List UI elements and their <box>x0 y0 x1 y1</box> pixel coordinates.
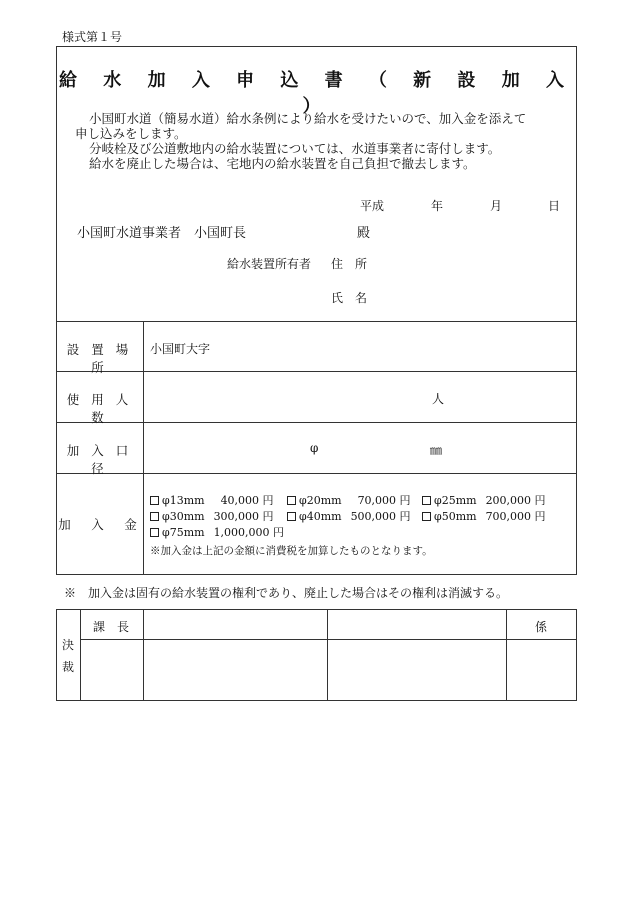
fee-size: φ20mm <box>299 494 342 507</box>
fee-option-20mm[interactable] <box>287 492 411 508</box>
table-top-line <box>56 321 577 322</box>
date-year: 年 <box>431 199 444 213</box>
fee-amount: 70,000 円 <box>357 494 411 507</box>
address-label: 住 所 <box>331 257 368 271</box>
checkbox-13mm[interactable] <box>150 496 159 505</box>
date-day: 日 <box>548 199 561 213</box>
fee-amount: 700,000 円 <box>485 510 546 523</box>
approval-label-bottom: 裁 <box>62 660 75 674</box>
owner-label: 給水装置所有者 <box>227 257 312 271</box>
fee-option-25mm[interactable] <box>422 492 546 508</box>
approval-box <box>56 609 577 701</box>
approval-divider-2 <box>143 609 144 701</box>
approval-divider-4 <box>506 609 507 701</box>
fee-size: φ30mm <box>162 510 205 523</box>
checkbox-75mm[interactable] <box>150 528 159 537</box>
fee-size: φ40mm <box>299 510 342 523</box>
checkbox-40mm[interactable] <box>287 512 296 521</box>
addressee-honorific: 殿 <box>357 226 371 241</box>
approval-divider-1 <box>80 609 81 701</box>
fee-amount: 40,000 円 <box>220 494 274 507</box>
diameter-unit: ㎜ <box>430 443 443 457</box>
label-column-divider <box>143 321 144 575</box>
fee-amount: 1,000,000 円 <box>213 526 285 539</box>
fee-option-50mm[interactable] <box>422 508 546 524</box>
footnote: ※ 加入金は固有の給水装置の権利であり、廃止した場合はその権利は消滅する。 <box>64 586 509 600</box>
fee-size: φ13mm <box>162 494 205 507</box>
date-era: 平成 <box>360 199 385 213</box>
fee-size: φ50mm <box>434 510 477 523</box>
location-value[interactable]: 小国町大字 <box>150 342 211 356</box>
fee-amount: 300,000 円 <box>213 510 274 523</box>
intro-line-3: 分岐栓及び公道敷地内の給水装置については、水道事業者に寄付します。 <box>89 141 501 156</box>
form-title: 給 水 加 入 申 込 書 （ 新 設 加 入 ） <box>59 70 574 117</box>
approval-divider-3 <box>327 609 328 701</box>
fee-option-75mm[interactable] <box>150 524 284 540</box>
fee-option-30mm[interactable] <box>150 508 274 524</box>
intro-line-1: 小国町水道（簡易水道）給水条例により給水を受けたいので、加入金を添えて <box>89 111 527 126</box>
fee-amount: 500,000 円 <box>350 510 411 523</box>
form-number: 様式第１号 <box>62 30 123 44</box>
fee-note: ※加入金は上記の金額に消費税を加算したものとなります。 <box>150 545 433 557</box>
checkbox-20mm[interactable] <box>287 496 296 505</box>
users-label: 使 用 人 数 <box>66 392 133 425</box>
intro-line-2: 申し込みをします。 <box>75 126 187 141</box>
checkbox-50mm[interactable] <box>422 512 431 521</box>
checkbox-30mm[interactable] <box>150 512 159 521</box>
fee-label: 加 入 金 <box>58 517 141 532</box>
fee-option-13mm[interactable] <box>150 492 274 508</box>
diameter-symbol: φ <box>310 441 319 455</box>
diameter-label: 加 入 口 径 <box>66 443 133 476</box>
staff-label: 係 <box>535 620 548 634</box>
approval-label-top: 決 <box>62 638 75 652</box>
fee-size: φ75mm <box>162 526 205 539</box>
approval-header-line <box>80 639 577 640</box>
checkbox-25mm[interactable] <box>422 496 431 505</box>
addressee-name: 小国町水道事業者 小国町長 <box>77 226 247 241</box>
section-chief-label: 課 長 <box>93 620 130 634</box>
users-unit: 人 <box>432 392 445 406</box>
intro-line-4: 給水を廃止した場合は、宅地内の給水装置を自己負担で撤去します。 <box>89 156 476 171</box>
fee-option-40mm[interactable] <box>287 508 411 524</box>
date-month: 月 <box>490 199 503 213</box>
fee-size: φ25mm <box>434 494 477 507</box>
location-label: 設 置 場 所 <box>66 342 133 375</box>
name-label: 氏 名 <box>331 291 368 305</box>
fee-amount: 200,000 円 <box>485 494 546 507</box>
